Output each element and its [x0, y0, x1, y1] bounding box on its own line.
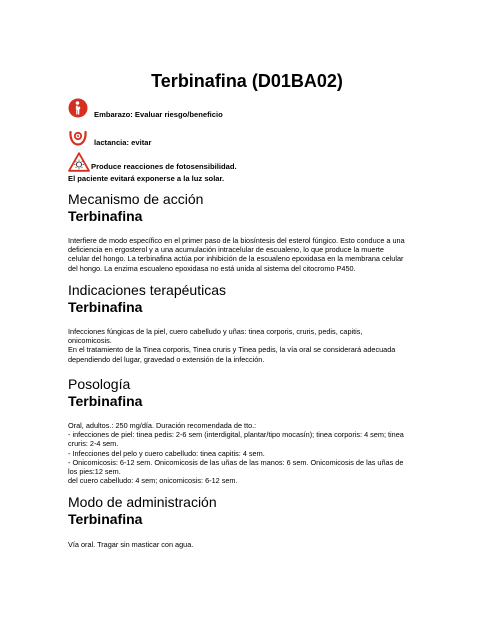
section-heading-indications: Indicaciones terapéuticas	[68, 282, 226, 298]
photosensitivity-warning	[68, 152, 237, 172]
text-line: - Infecciones del pelo y cuero cabelludo: tinea capitis: 4 sem.	[68, 448, 265, 458]
photosensitivity-warning-text: Produce reacciones de fotosensibilidad.	[91, 162, 237, 171]
text-line: onicomicosis.	[68, 336, 112, 346]
text-line: dependiendo del lugar, gravedad o extensión de la infección.	[68, 354, 265, 364]
text-line: - infecciones de piel: tinea pedis: 2-6 sem (interdigital, plantar/tipo mocasín); tinea corporis: 4 sem; tinea	[68, 430, 404, 440]
text-line: del cuero cabelludo: 4 sem; onicomicosis: 6-12 sem.	[68, 476, 238, 486]
lactation-warning-text: lactancia: evitar	[94, 138, 152, 147]
section-heading-mechanism: Mecanismo de acción	[68, 191, 204, 207]
text-line: del hongo. La enzima escualeno epoxidasa no está unida al sistema del citocromo P450.	[68, 263, 356, 273]
text-line: En el tratamiento de la Tinea corporis, Tinea cruris y Tinea pedis, la vía oral se considerará adecuada	[68, 345, 396, 355]
section-subheading-dosage: Terbinafina	[68, 393, 143, 409]
text-line: - Onicomicosis: 6-12 sem. Onicomicosis de las uñas de las manos: 6 sem. Onicomicosis de las uñas de	[68, 457, 404, 467]
section-heading-administration: Modo de administración	[68, 494, 217, 510]
page-title: Terbinafina (D01BA02)	[151, 71, 343, 91]
text-line: los pies:12 sem.	[68, 467, 121, 477]
text-line: Infecciones fúngicas de la piel, cuero cabelludo y uñas: tinea corporis, cruris, pedis, capitis,	[68, 327, 363, 336]
lactation-icon	[68, 127, 88, 147]
section-subheading-administration: Terbinafina	[68, 511, 143, 527]
text-line: cruris: 2-4 sem.	[68, 439, 119, 449]
section-heading-dosage: Posología	[68, 376, 131, 392]
text-line: celular del hongo. La terbinafina actúa por inhibición de la escualeno epoxidasa en la membrana celular	[68, 254, 404, 264]
section-body-dosage	[68, 421, 428, 485]
section-subheading-indications: Terbinafina	[68, 299, 143, 315]
lactation-warning	[68, 126, 151, 148]
photosensitivity-advice-text: El paciente evitará exponerse a la luz solar.	[68, 174, 225, 183]
text-line: Oral, adultos.: 250 mg/día. Duración recomendada de tto.:	[68, 421, 257, 430]
pregnancy-warning-text: Embarazo: Evaluar riesgo/beneficio	[94, 110, 223, 119]
sun-warning-triangle-icon	[68, 152, 90, 172]
section-body-indications	[68, 327, 428, 364]
pregnancy-warning	[68, 96, 223, 120]
section-body-administration	[68, 540, 428, 549]
section-body-mechanism	[68, 236, 428, 273]
text-line: Interfiere de modo específico en el primer paso de la biosíntesis del esterol fúngico. Esto conduce a una	[68, 236, 405, 245]
text-line: deficiencia en ergosterol y a una acumulación intracelular de escualeno, lo que produce la muerte	[68, 245, 384, 255]
pregnancy-warning-icon	[68, 98, 88, 118]
text-line: Vía oral. Tragar sin masticar con agua.	[68, 540, 194, 549]
section-subheading-mechanism: Terbinafina	[68, 208, 143, 224]
